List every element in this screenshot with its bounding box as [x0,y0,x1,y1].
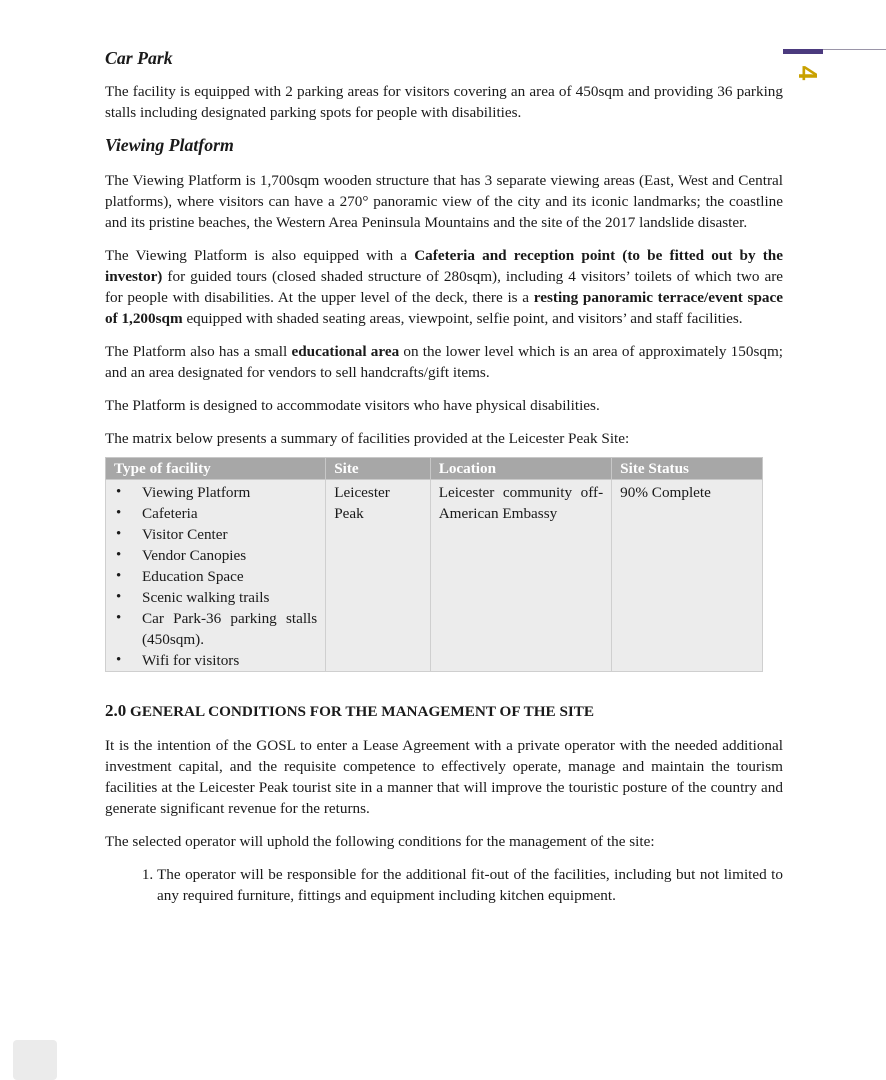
section-2-paragraph-1: It is the intention of the GOSL to enter a Lease Agreement with a private operator with the needed additional investment capital, and the requisite competence to effectively operate, manage and maintain the tourism facilities at the Leicester Peak tourist site in a manner that will improve the touristic posture of the country and generate significant revenue for the returns. [105,737,783,817]
section-number: 2.0 [105,701,127,720]
text-run: The Viewing Platform is also equipped with a [105,247,415,264]
viewing-platform-paragraph-4: The Platform is designed to accommodate visitors who have physical disabilities. [105,397,600,414]
section-2-paragraph-2: The selected operator will uphold the following conditions for the management of the site: [105,833,655,850]
list-item: 1. The operator will be responsible for the additional fit-out of the facilities, including but not limited to any required furniture, fittings and equipment including kitchen equipment. [157,864,783,906]
header-site-status: Site Status [612,458,763,480]
corner-overlay-button[interactable] [13,1040,57,1080]
viewing-platform-paragraph-5: The matrix below presents a summary of facilities provided at the Leicester Peak Site: [105,430,630,447]
list-item: • Viewing Platform [142,482,317,503]
viewing-platform-paragraph-2 [105,245,783,329]
bold-run-terrace: resting panoramic terrace/event space of 1,200sqm [105,289,783,327]
car-park-heading: Car Park [105,48,173,68]
list-item: • Visitor Center [142,524,317,545]
text-run: on the lower level which is an area of approximately 150sqm; and an area designated for vendors to sell handcrafts/gift items. [105,343,783,381]
text-run: for guided tours (closed shaded structure of 280sqm), including 4 visitors’ toilets of which two are for people with disabilities. At the upper level of the deck, there is a [105,268,783,306]
page-number: 4 [793,65,823,81]
list-item: • Car Park-36 parking stalls (450sqm). [142,608,317,650]
conditions-list [105,864,783,906]
car-park-paragraph: The facility is equipped with 2 parking areas for visitors covering an area of 450sqm and providing 36 parking stalls including designated parking spots for people with disabilities. [105,83,783,121]
list-item: • Wifi for visitors [142,650,317,671]
header-site: Site [326,458,430,480]
document-body [105,48,783,906]
section-title: GENERAL CONDITIONS FOR THE MANAGEMENT OF THE SITE [130,703,595,720]
table-header-row [106,458,763,480]
viewing-platform-paragraph-1: The Viewing Platform is 1,700sqm wooden structure that has 3 separate viewing areas (East, West and Central platforms), where visitors can have a 270° panoramic view of the city and its iconic landmarks; the coastline and its pristine beaches, the Western Area Peninsula Mountains and the site of the 2017 landslide disaster. [105,172,783,231]
text-run: equipped with shaded seating areas, viewpoint, selfie point, and visitors’ and staff facilities. [182,310,743,327]
list-item: • Education Space [142,566,317,587]
facilities-matrix-table [105,457,763,672]
viewing-platform-heading: Viewing Platform [105,135,234,155]
page-marker-bar [783,49,823,54]
facility-list [114,482,317,671]
table-row [106,480,763,672]
text-run: The Platform also has a small [105,343,292,360]
list-item: • Cafeteria [142,503,317,524]
viewing-platform-paragraph-3 [105,341,783,383]
list-item: • Vendor Canopies [142,545,317,566]
header-location: Location [430,458,611,480]
section-2-heading [105,700,783,723]
header-type-of-facility: Type of facility [106,458,326,480]
bold-run-educational: educational area [291,343,400,360]
facility-list-cell [106,480,326,672]
list-item: • Scenic walking trails [142,587,317,608]
site-cell: Leicester Peak [326,480,430,672]
bold-run-cafeteria: Cafeteria and reception point (to be fitted out by the investor) [105,247,783,285]
location-cell: Leicester community off-American Embassy [430,480,611,672]
status-cell: 90% Complete [612,480,763,672]
